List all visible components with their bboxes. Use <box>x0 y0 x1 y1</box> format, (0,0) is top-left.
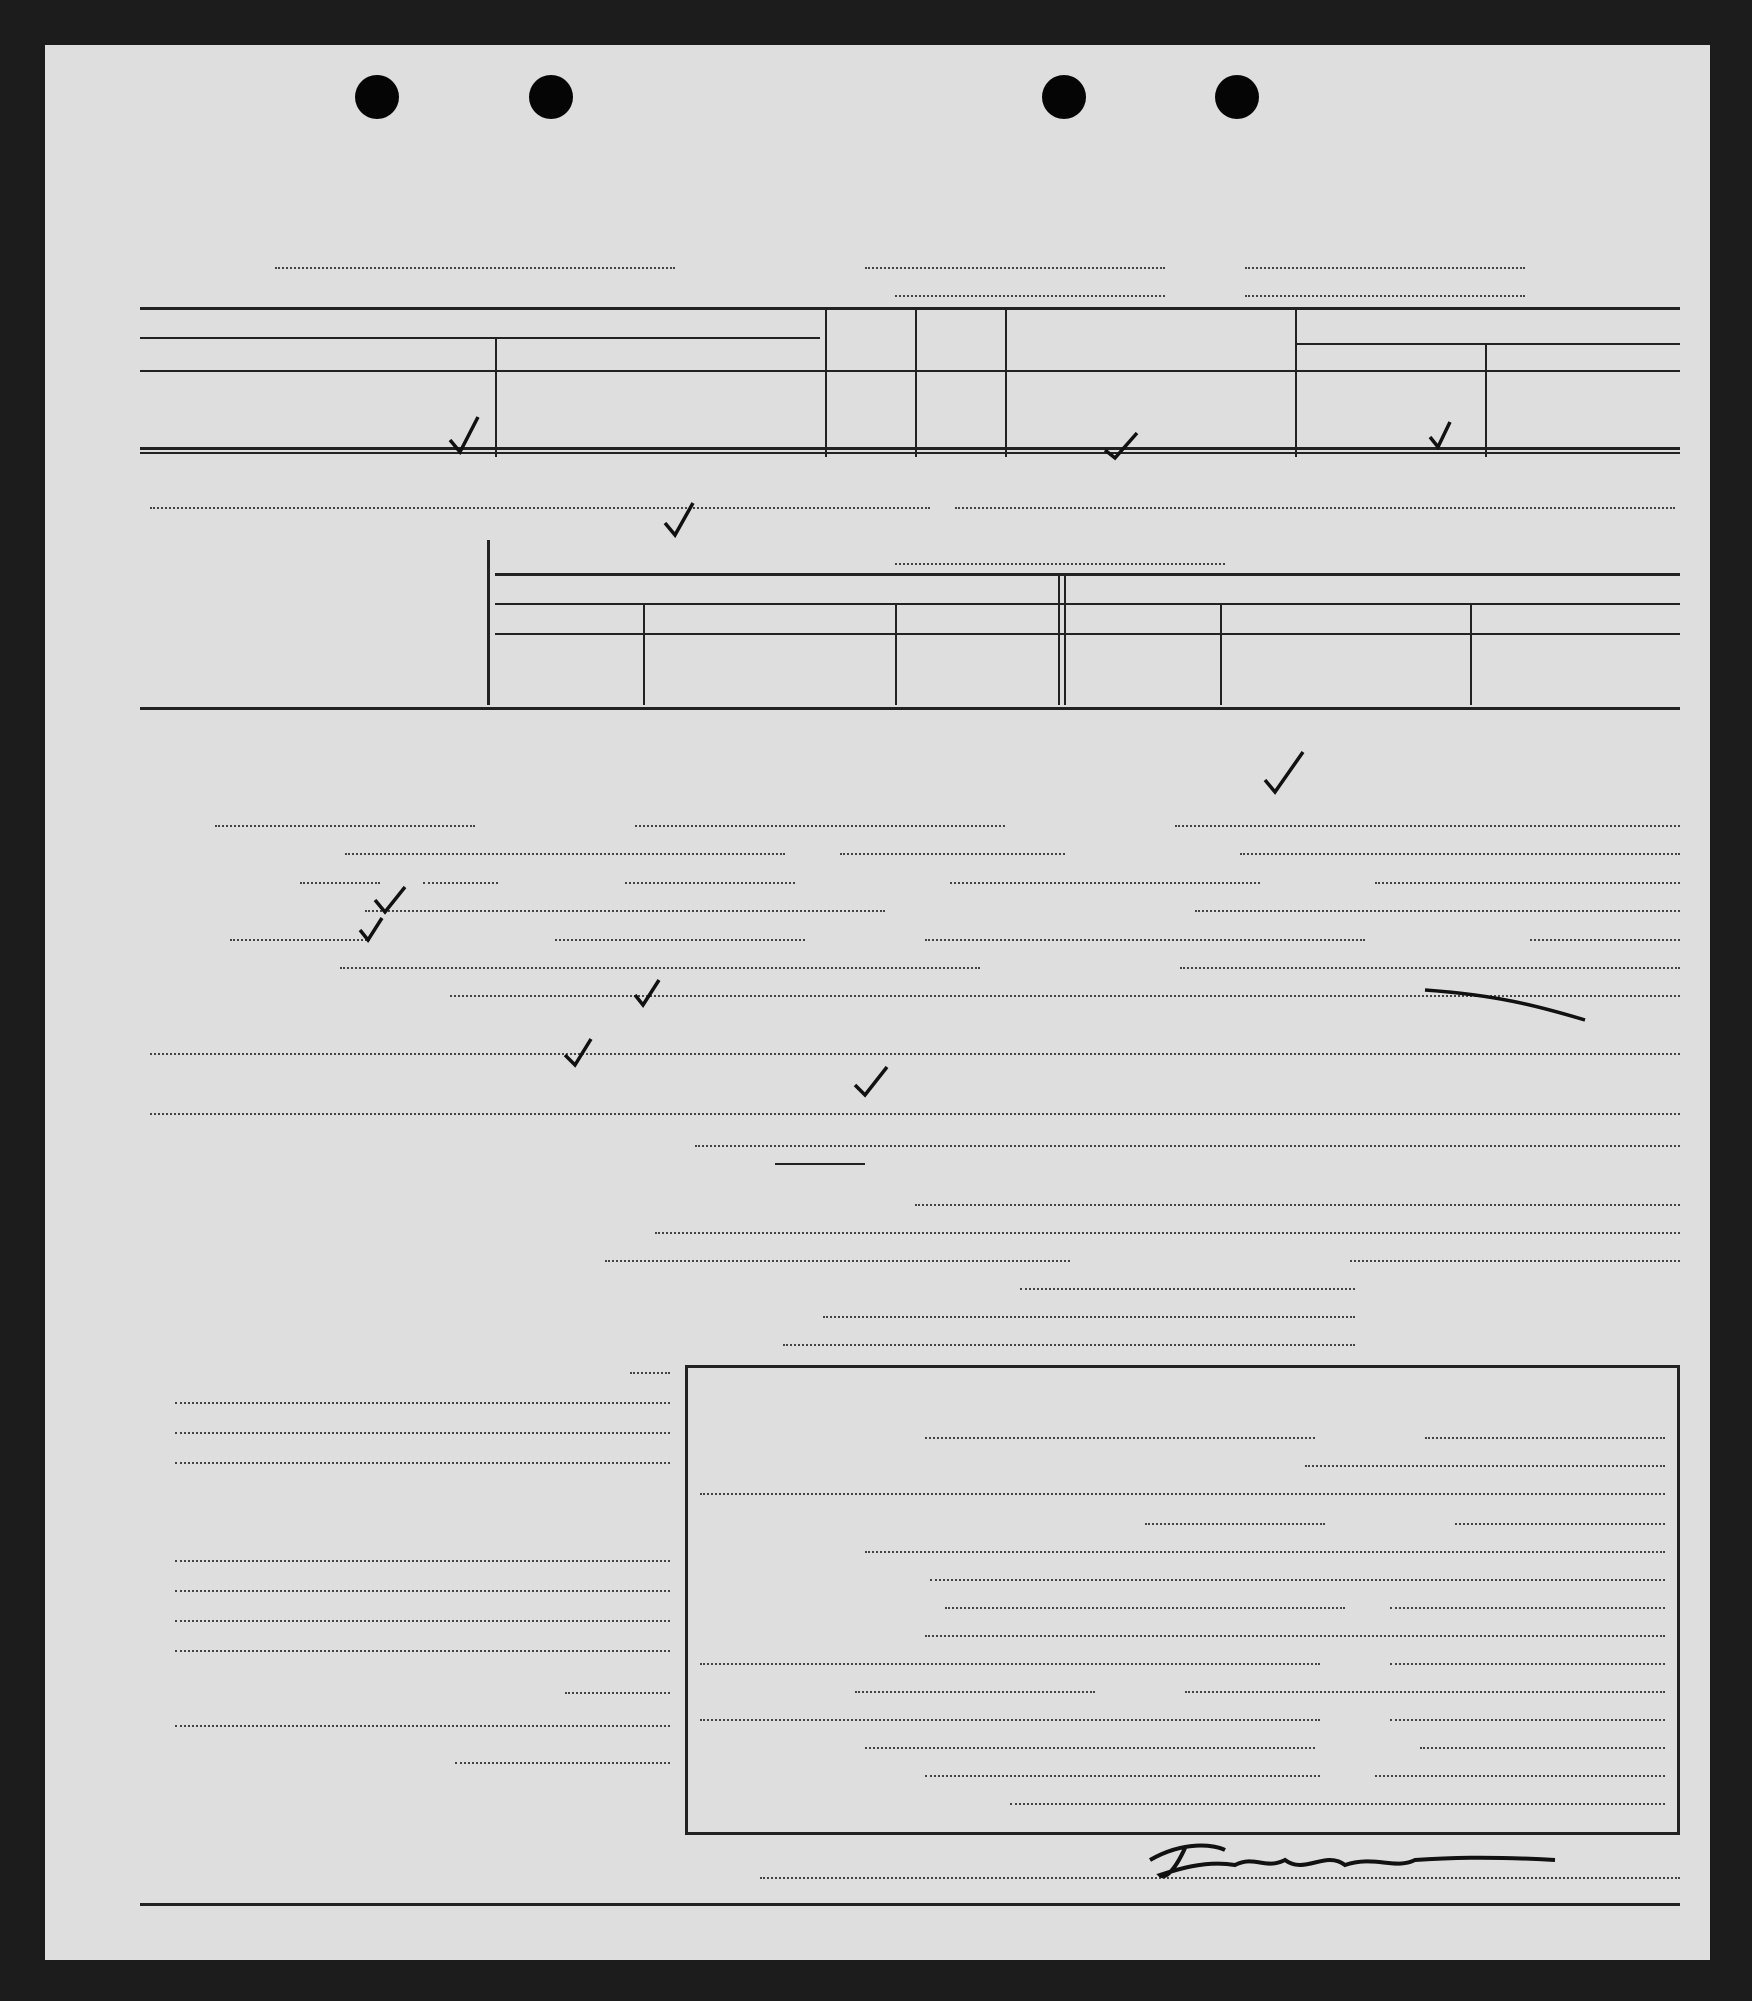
form-sheet <box>45 45 1710 1960</box>
check-marks <box>45 45 1710 1960</box>
